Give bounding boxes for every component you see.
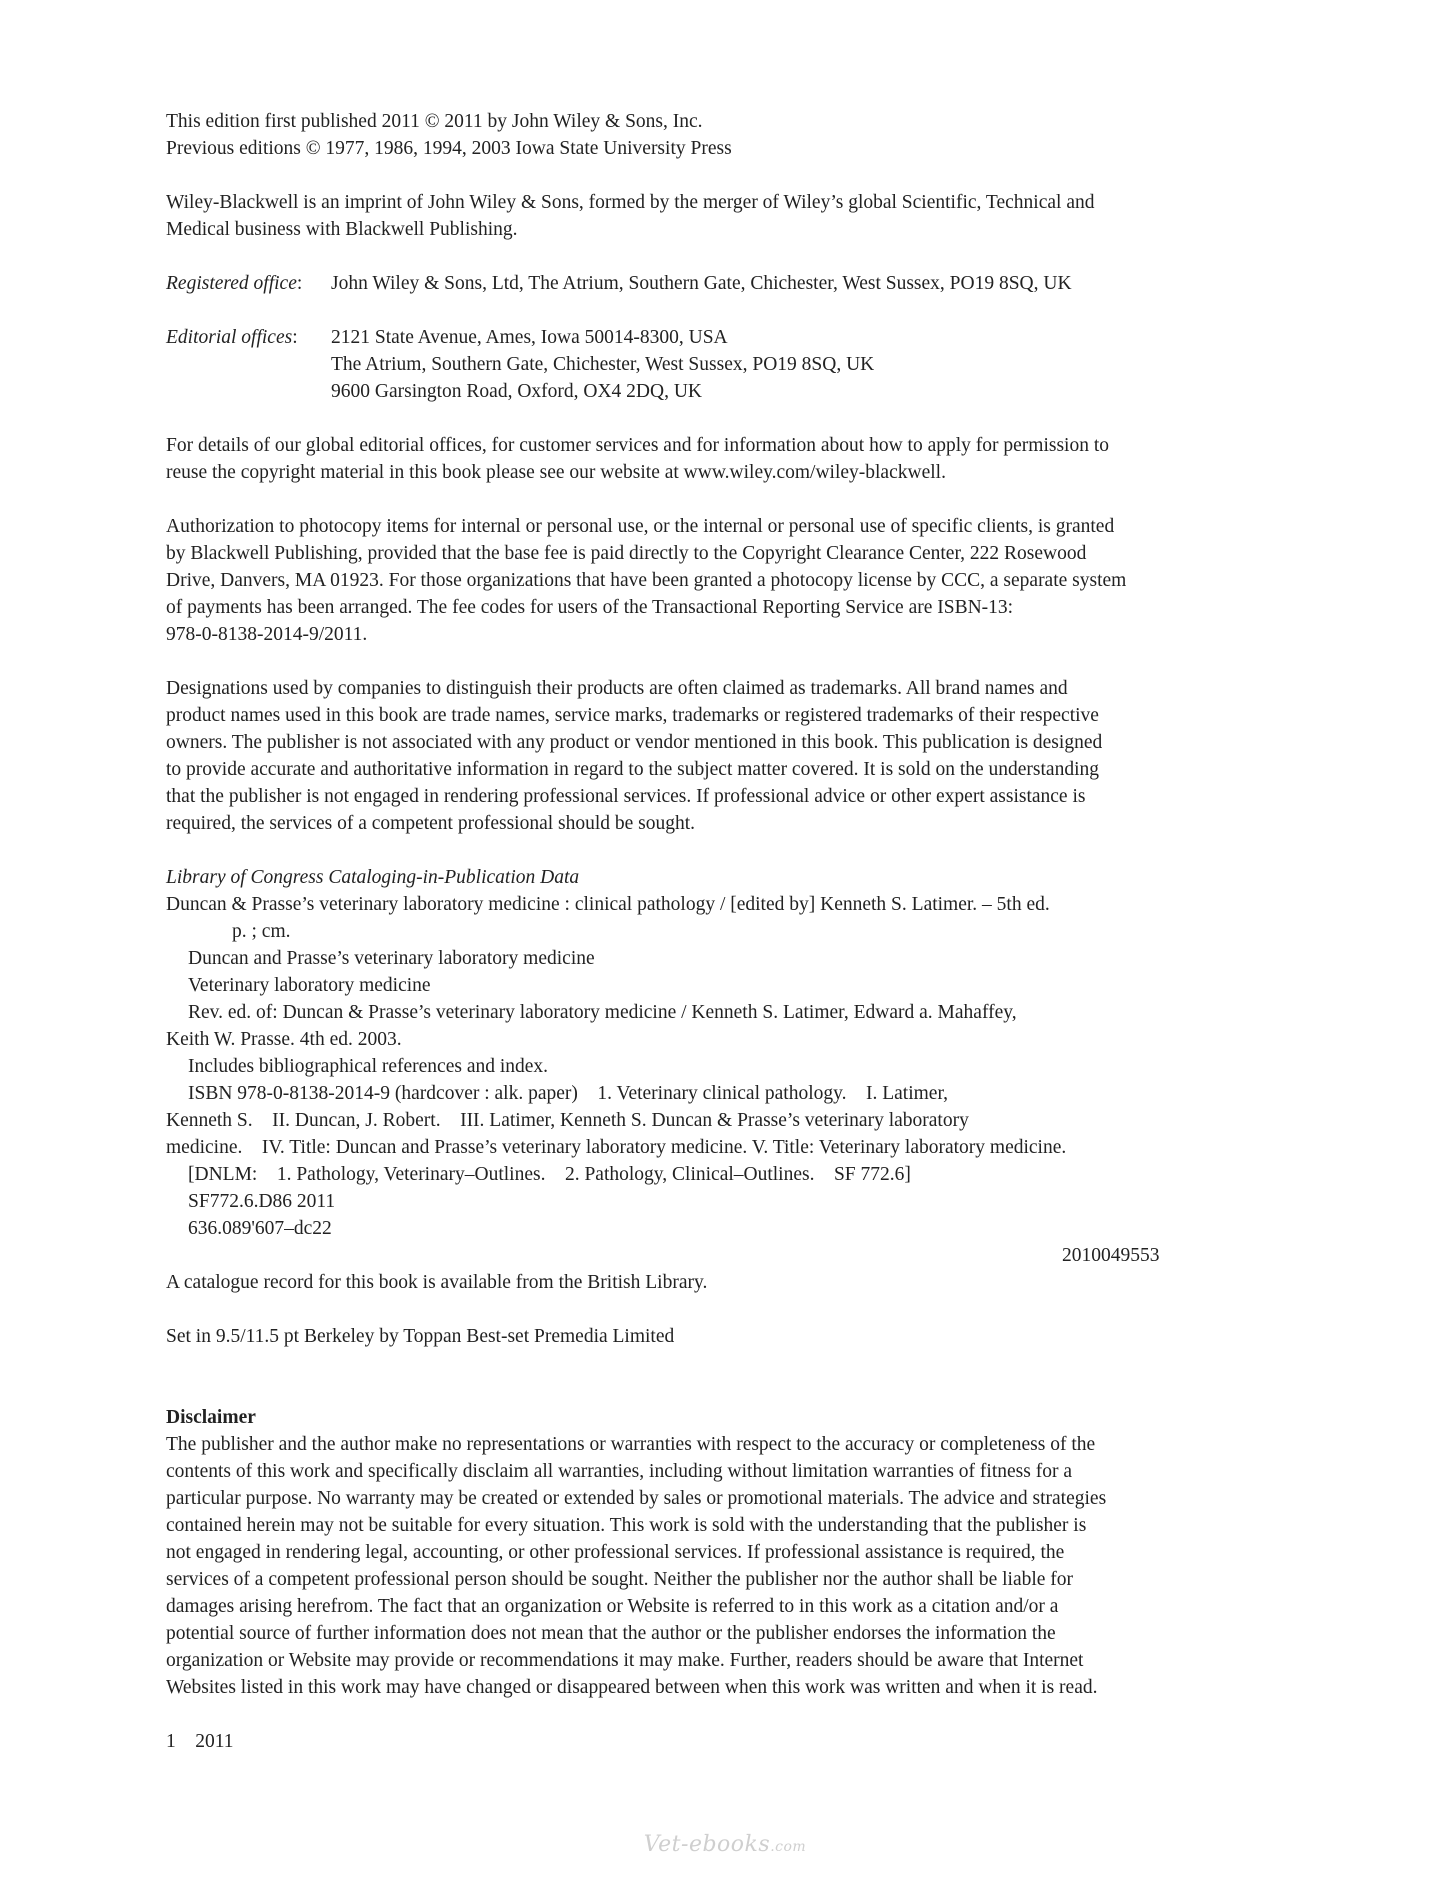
paragraph-line: damages arising herefrom. The fact that an organization or Website is referred to in this work as a citation and/or a xyxy=(166,1596,1059,1617)
copyright-line: This edition first published 2011 © 2011 by John Wiley & Sons, Inc. xyxy=(166,111,703,132)
paragraph-line: that the publisher is not engaged in rendering professional services. If professional advice or other expert assistance is xyxy=(166,786,1086,807)
paragraph-line: Designations used by companies to distinguish their products are often claimed as trademarks. All brand names and xyxy=(166,678,1068,699)
cip-control-number: 2010049553 xyxy=(1062,1245,1160,1266)
paragraph-line: potential source of further information does not mean that the author or the publisher endorses the information the xyxy=(166,1623,1056,1644)
cip-alt-title: Veterinary laboratory medicine xyxy=(188,975,431,996)
watermark-text: Vet-ebooks xyxy=(643,1832,771,1857)
paragraph-line: organization or Website may provide or recommendations it may make. Further, readers should be aware that Internet xyxy=(166,1650,1084,1671)
cip-dnlm: [DNLM: 1. Pathology, Veterinary–Outlines. 2. Pathology, Clinical–Outlines. SF 772.6] xyxy=(188,1164,911,1185)
paragraph-line: services of a competent professional person should be sought. Neither the publisher nor the author shall be liable for xyxy=(166,1569,1074,1590)
paragraph-line: The publisher and the author make no representations or warranties with respect to the accuracy or completeness of the xyxy=(166,1434,1096,1455)
paragraph-line: of payments has been arranged. The fee codes for users of the Transactional Reporting Service are ISBN-13: xyxy=(166,597,1014,618)
editorial-offices-addresses xyxy=(331,324,874,405)
cip-physical-description: p. ; cm. xyxy=(232,921,291,942)
cip-isbn-line-cont: medicine. IV. Title: Duncan and Prasse’s veterinary laboratory medicine. V. Title: Veterinary laboratory medicine. xyxy=(166,1137,1067,1158)
watermark-suffix: .com xyxy=(770,1839,807,1855)
cip-heading: Library of Congress Cataloging-in-Publication Data xyxy=(166,867,580,888)
typesetting-note: Set in 9.5/11.5 pt Berkeley by Toppan Best-set Premedia Limited xyxy=(166,1326,675,1347)
editorial-address: The Atrium, Southern Gate, Chichester, West Sussex, PO19 8SQ, UK xyxy=(331,354,875,375)
paragraph-line: particular purpose. No warranty may be created or extended by sales or promotional materials. The advice and strategies xyxy=(166,1488,1107,1509)
copyright-page xyxy=(166,108,1296,1755)
paragraph-line: Authorization to photocopy items for internal or personal use, or the internal or personal use of specific clients, is granted xyxy=(166,516,1115,537)
paragraph-line: 978-0-8138-2014-9/2011. xyxy=(166,624,368,645)
cip-revision-note: Rev. ed. of: Duncan & Prasse’s veterinary laboratory medicine / Kenneth S. Latimer, Edward a. Mahaffey, xyxy=(188,1002,1017,1023)
cip-lcc: SF772.6.D86 2011 xyxy=(188,1191,336,1212)
paragraph-line: contained herein may not be suitable for every situation. This work is sold with the understanding that the publisher is xyxy=(166,1515,1087,1536)
cip-title-line: Duncan & Prasse’s veterinary laboratory medicine : clinical pathology / [edited by] Kenneth S. Latimer. – 5th ed. xyxy=(166,894,1050,915)
disclaimer-section xyxy=(166,1404,1296,1701)
paragraph-line: Websites listed in this work may have changed or disappeared between when this work was written and when it is read. xyxy=(166,1677,1098,1698)
paragraph-line: required, the services of a competent professional should be sought. xyxy=(166,813,696,834)
cip-isbn-line: ISBN 978-0-8138-2014-9 (hardcover : alk. paper) 1. Veterinary clinical pathology. I. Latimer, xyxy=(188,1083,949,1104)
cip-bibliography-note: Includes bibliographical references and index. xyxy=(188,1056,549,1077)
disclaimer-heading: Disclaimer xyxy=(166,1407,256,1428)
paragraph-line: For details of our global editorial offices, for customer services and for information about how to apply for permission to xyxy=(166,435,1109,456)
copyright-notice xyxy=(166,108,1296,162)
registered-office xyxy=(166,270,1296,297)
cip-data xyxy=(166,864,1296,1269)
registered-office-label: Registered office xyxy=(166,273,297,294)
paragraph-line: product names used in this book are trade names, service marks, trademarks or registered trademarks of their respective xyxy=(166,705,1099,726)
british-library-note: A catalogue record for this book is available from the British Library. xyxy=(166,1272,708,1293)
authorization-paragraph xyxy=(166,513,1296,648)
imprint-line: Wiley-Blackwell is an imprint of John Wiley & Sons, formed by the merger of Wiley’s global Scientific, Technical and xyxy=(166,192,1095,213)
paragraph-line: to provide accurate and authoritative information in regard to the subject matter covered. It is sold on the understanding xyxy=(166,759,1099,780)
watermark-logo xyxy=(630,1832,820,1857)
editorial-address: 9600 Garsington Road, Oxford, OX4 2DQ, UK xyxy=(331,381,703,402)
printing-line: 1 2011 xyxy=(166,1731,234,1752)
label-colon: : xyxy=(292,327,298,348)
paragraph-line: reuse the copyright material in this book please see our website at www.wiley.com/wiley-blackwell. xyxy=(166,462,946,483)
details-paragraph xyxy=(166,432,1296,486)
previous-editions-line: Previous editions © 1977, 1986, 1994, 2003 Iowa State University Press xyxy=(166,138,732,159)
registered-office-address: John Wiley & Sons, Ltd, The Atrium, Southern Gate, Chichester, West Sussex, PO19 8SQ, UK xyxy=(331,273,1072,294)
cip-isbn-line-cont: Kenneth S. II. Duncan, J. Robert. III. Latimer, Kenneth S. Duncan & Prasse’s veterinary laboratory xyxy=(166,1110,969,1131)
editorial-offices xyxy=(166,324,1296,405)
paragraph-line: Drive, Danvers, MA 01923. For those organizations that have been granted a photocopy license by CCC, a separate system xyxy=(166,570,1127,591)
cip-ddc: 636.089'607–dc22 xyxy=(188,1218,332,1239)
editorial-address: 2121 State Avenue, Ames, Iowa 50014-8300, USA xyxy=(331,327,728,348)
label-colon: : xyxy=(296,273,303,294)
paragraph-line: by Blackwell Publishing, provided that the base fee is paid directly to the Copyright Clearance Center, 222 Rosewood xyxy=(166,543,1087,564)
cip-revision-note-cont: Keith W. Prasse. 4th ed. 2003. xyxy=(166,1029,402,1050)
imprint-statement xyxy=(166,189,1296,243)
cip-alt-title: Duncan and Prasse’s veterinary laboratory medicine xyxy=(188,948,595,969)
paragraph-line: not engaged in rendering legal, accounting, or other professional services. If professional assistance is required, the xyxy=(166,1542,1065,1563)
editorial-offices-label: Editorial offices xyxy=(166,327,293,348)
paragraph-line: owners. The publisher is not associated with any product or vendor mentioned in this book. This publication is designed xyxy=(166,732,1103,753)
paragraph-line: contents of this work and specifically disclaim all warranties, including without limitation warranties of fitness for a xyxy=(166,1461,1072,1482)
imprint-line: Medical business with Blackwell Publishing. xyxy=(166,219,518,240)
designations-paragraph xyxy=(166,675,1296,837)
